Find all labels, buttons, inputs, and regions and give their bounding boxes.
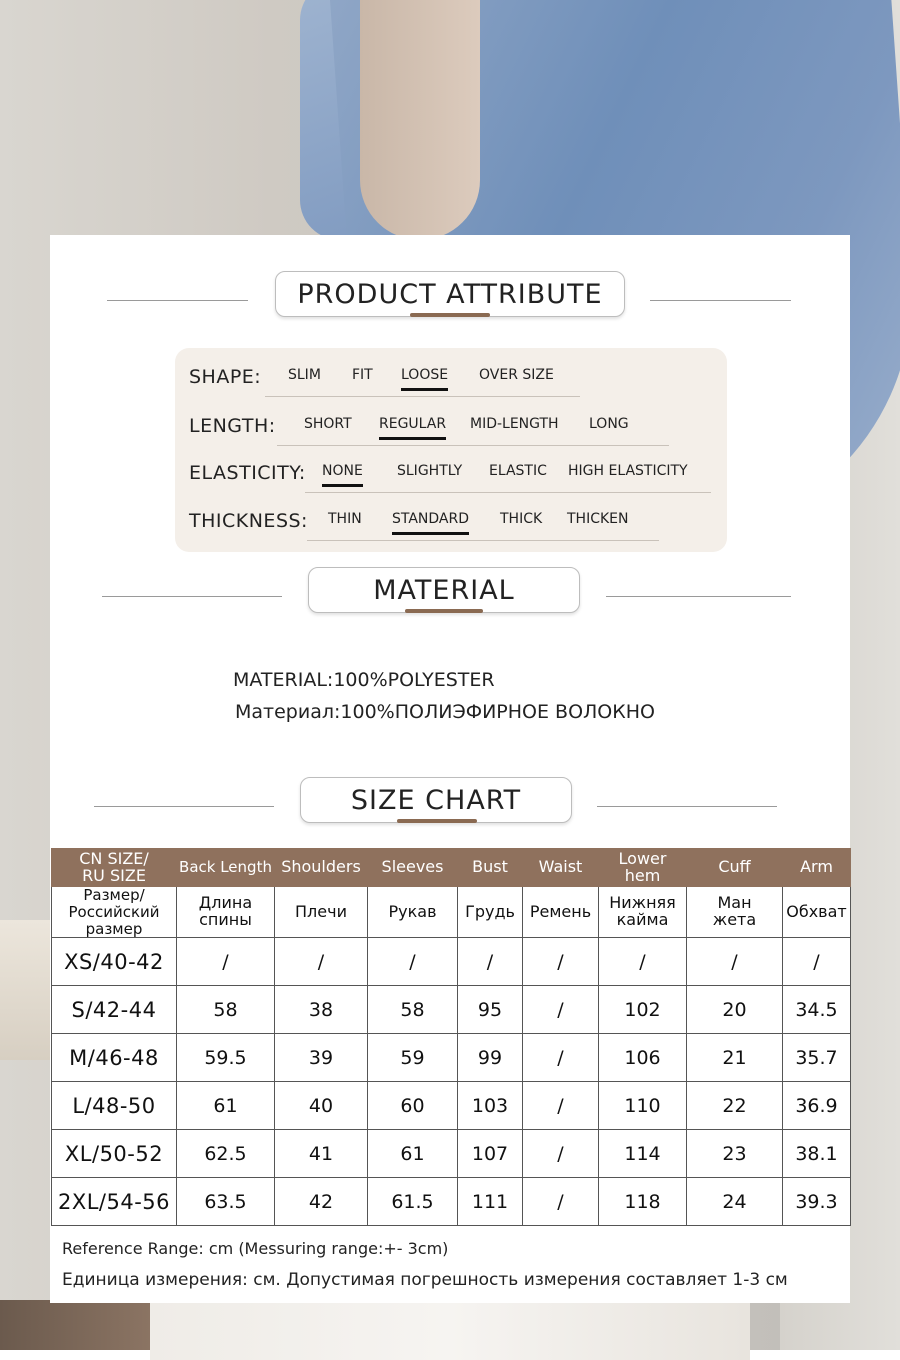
pants-photo [150, 1300, 750, 1360]
info-panel [50, 235, 850, 1303]
header-ru-cell: Обхват [783, 887, 851, 938]
measurement-cell: / [687, 938, 783, 986]
size-label-cell: L/48-50 [52, 1082, 177, 1130]
title-accent [410, 313, 490, 317]
attr-option: LONG [589, 416, 629, 432]
measurement-cell: / [523, 938, 599, 986]
measurement-cell: 24 [687, 1178, 783, 1226]
attribute-title: PRODUCT ATTRIBUTE [275, 271, 625, 317]
header-cell: Shoulders [275, 849, 368, 887]
measurement-cell: 60 [368, 1082, 458, 1130]
divider-right [650, 300, 791, 301]
attr-option-selected: NONE [322, 463, 363, 479]
floor-photo [0, 1300, 150, 1350]
measurement-cell: 111 [458, 1178, 523, 1226]
attr-option: ELASTIC [489, 463, 547, 479]
attr-option: SHORT [304, 416, 352, 432]
measurement-cell: 39 [275, 1034, 368, 1082]
attr-option: THICKEN [567, 511, 629, 527]
attr-row-thickness [175, 504, 727, 544]
size-row [52, 1034, 851, 1082]
attr-option-selected: STANDARD [392, 511, 470, 527]
measurement-cell: 103 [458, 1082, 523, 1130]
divider-right [597, 806, 777, 807]
divider-left [102, 596, 282, 597]
measurement-cell: / [275, 938, 368, 986]
measurement-cell: 59.5 [177, 1034, 275, 1082]
size-row [52, 1082, 851, 1130]
size-chart-title: SIZE CHART [300, 777, 572, 823]
attr-option: OVER SIZE [479, 367, 554, 383]
note-en: Reference Range: cm (Messuring range:+- 3cm) [62, 1239, 449, 1258]
size-label-cell: XS/40-42 [52, 938, 177, 986]
attr-option: SLIM [288, 367, 321, 383]
measurement-cell: 99 [458, 1034, 523, 1082]
title-accent [405, 609, 483, 613]
measurement-cell: / [523, 1034, 599, 1082]
header-ru-cell: Нижняя кайма [599, 887, 687, 938]
attr-label: ELASTICITY: [189, 462, 306, 484]
measurement-cell: / [177, 938, 275, 986]
measurement-cell: 59 [368, 1034, 458, 1082]
header-ru-cell: Ман жета [687, 887, 783, 938]
attr-rule [265, 396, 580, 397]
header-ru-cell: Ремень [523, 887, 599, 938]
measurement-cell: 118 [599, 1178, 687, 1226]
attr-option: HIGH ELASTICITY [568, 463, 688, 479]
measurement-cell: 34.5 [783, 986, 851, 1034]
measurement-cell: / [523, 986, 599, 1034]
material-line-ru: Материал:100%ПОЛИЭФИРНОЕ ВОЛОКНО [235, 701, 655, 723]
measurement-cell: / [368, 938, 458, 986]
header-cell: Cuff [687, 849, 783, 887]
measurement-cell: 110 [599, 1082, 687, 1130]
measurement-cell: 61.5 [368, 1178, 458, 1226]
attr-option: MID-LENGTH [470, 416, 559, 432]
attr-option: THIN [328, 511, 362, 527]
attr-option: SLIGHTLY [397, 463, 463, 479]
measurement-cell: 42 [275, 1178, 368, 1226]
attribute-card [175, 348, 727, 552]
header-row-ru [52, 887, 851, 938]
measurement-cell: 106 [599, 1034, 687, 1082]
material-line-en: MATERIAL:100%POLYESTER [233, 669, 495, 691]
measurement-cell: 38.1 [783, 1130, 851, 1178]
measurement-cell: 23 [687, 1130, 783, 1178]
attr-rule [305, 492, 711, 493]
size-row [52, 938, 851, 986]
attr-label: THICKNESS: [189, 510, 308, 532]
header-cell: Back Length [177, 849, 275, 887]
measurement-cell: / [523, 1082, 599, 1130]
attr-row-elasticity [175, 456, 727, 496]
measurement-cell: 58 [368, 986, 458, 1034]
size-section-header [50, 777, 850, 837]
header-cell: Lower hem [599, 849, 687, 887]
measurement-cell: 21 [687, 1034, 783, 1082]
header-row-en [52, 849, 851, 887]
measurement-cell: 41 [275, 1130, 368, 1178]
measurement-cell: 35.7 [783, 1034, 851, 1082]
size-chart-table [51, 848, 851, 1226]
measurement-cell: 61 [368, 1130, 458, 1178]
attr-option: FIT [352, 367, 373, 383]
size-row [52, 1130, 851, 1178]
measurement-cell: 40 [275, 1082, 368, 1130]
size-row [52, 986, 851, 1034]
measurement-cell: 61 [177, 1082, 275, 1130]
attr-label: SHAPE: [189, 366, 262, 388]
size-label-cell: S/42-44 [52, 986, 177, 1034]
header-ru-cell: Длина спины [177, 887, 275, 938]
note-ru: Единица измерения: см. Допустимая погрешность измерения составляет 1-3 см [62, 1270, 788, 1290]
measurement-cell: 20 [687, 986, 783, 1034]
attr-row-shape [175, 360, 727, 400]
measurement-cell: 22 [687, 1082, 783, 1130]
size-label-cell: M/46-48 [52, 1034, 177, 1082]
attr-rule [277, 445, 669, 446]
header-ru-cell: Плечи [275, 887, 368, 938]
material-title: MATERIAL [308, 567, 580, 613]
size-label-cell: 2XL/54-56 [52, 1178, 177, 1226]
measurement-cell: / [783, 938, 851, 986]
attr-label: LENGTH: [189, 415, 276, 437]
header-cell: Arm [783, 849, 851, 887]
header-ru-cell: Размер/ Российский размер [52, 887, 177, 938]
measurement-cell: 62.5 [177, 1130, 275, 1178]
attr-option-selected: REGULAR [379, 416, 447, 432]
measurement-cell: 114 [599, 1130, 687, 1178]
attr-option-selected: LOOSE [401, 367, 449, 383]
measurement-cell: / [599, 938, 687, 986]
model-arm [360, 0, 480, 240]
attr-rule [307, 540, 659, 541]
divider-right [606, 596, 791, 597]
header-ru-cell: Грудь [458, 887, 523, 938]
material-section-header [50, 567, 850, 627]
measurement-cell: 38 [275, 986, 368, 1034]
size-row [52, 1178, 851, 1226]
header-cell: Sleeves [368, 849, 458, 887]
attr-row-length [175, 409, 727, 449]
size-label-cell: XL/50-52 [52, 1130, 177, 1178]
measurement-cell: / [523, 1178, 599, 1226]
attribute-section-header [50, 271, 850, 331]
header-cell: Bust [458, 849, 523, 887]
measurement-cell: / [523, 1130, 599, 1178]
measurement-cell: 107 [458, 1130, 523, 1178]
divider-left [107, 300, 248, 301]
measurement-cell: 63.5 [177, 1178, 275, 1226]
measurement-cell: 95 [458, 986, 523, 1034]
measurement-cell: 36.9 [783, 1082, 851, 1130]
measurement-cell: / [458, 938, 523, 986]
measurement-cell: 39.3 [783, 1178, 851, 1226]
title-accent [397, 819, 477, 823]
attr-option: THICK [500, 511, 543, 527]
header-ru-cell: Рукав [368, 887, 458, 938]
header-cell: Waist [523, 849, 599, 887]
measurement-cell: 58 [177, 986, 275, 1034]
header-cell: CN SIZE/ RU SIZE [52, 849, 177, 887]
measurement-cell: 102 [599, 986, 687, 1034]
divider-left [94, 806, 274, 807]
